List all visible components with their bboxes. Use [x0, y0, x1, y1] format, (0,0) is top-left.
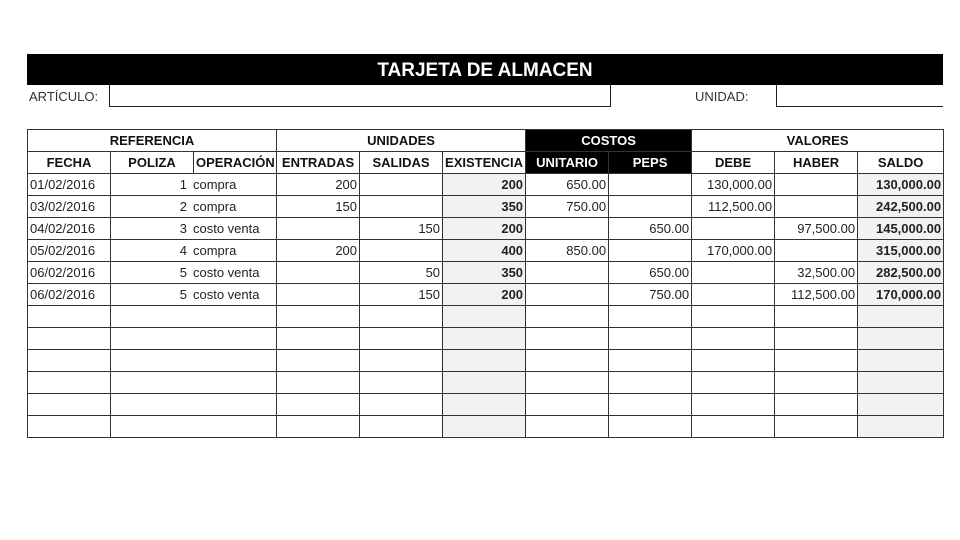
cell-salidas[interactable]: 150: [360, 218, 443, 240]
cell-debe[interactable]: [692, 306, 775, 328]
cell-saldo[interactable]: 282,500.00: [858, 262, 944, 284]
cell-existencia[interactable]: 350: [443, 196, 526, 218]
cell-existencia[interactable]: [443, 328, 526, 350]
cell-saldo[interactable]: [858, 328, 944, 350]
cell-poliza[interactable]: 5: [179, 265, 187, 280]
cell-operacion[interactable]: compra: [193, 177, 237, 192]
cell-peps[interactable]: [609, 350, 692, 372]
cell-debe[interactable]: [692, 394, 775, 416]
cell-existencia[interactable]: 200: [443, 174, 526, 196]
cell-salidas[interactable]: 150: [360, 284, 443, 306]
cell-fecha[interactable]: [28, 328, 111, 350]
cell-haber[interactable]: [775, 394, 858, 416]
table-row: [28, 174, 944, 196]
group-costos: COSTOS: [526, 130, 692, 152]
cell-salidas[interactable]: [360, 416, 443, 438]
cell-unitario[interactable]: [526, 350, 609, 372]
cell-referencia: [111, 394, 277, 416]
cell-debe[interactable]: [692, 262, 775, 284]
card-title: TARJETA DE ALMACEN: [27, 54, 943, 85]
cell-haber[interactable]: 32,500.00: [775, 262, 858, 284]
col-fecha: FECHA: [28, 152, 111, 174]
cell-salidas[interactable]: [360, 328, 443, 350]
cell-referencia: [111, 240, 277, 262]
cell-fecha[interactable]: [28, 372, 111, 394]
group-unidades: UNIDADES: [277, 130, 526, 152]
cell-entradas[interactable]: [277, 372, 360, 394]
cell-haber[interactable]: 112,500.00: [775, 284, 858, 306]
cell-fecha[interactable]: [28, 306, 111, 328]
unidad-field[interactable]: [776, 85, 943, 107]
cell-operacion[interactable]: compra: [193, 199, 237, 214]
col-operacion: OPERACIÓN: [194, 152, 277, 174]
cell-poliza[interactable]: 5: [179, 287, 187, 302]
cell-operacion[interactable]: costo venta: [193, 287, 260, 302]
table-row: [28, 284, 944, 306]
cell-operacion[interactable]: costo venta: [193, 265, 260, 280]
col-salidas: SALIDAS: [360, 152, 443, 174]
cell-existencia[interactable]: 400: [443, 240, 526, 262]
cell-saldo[interactable]: 170,000.00: [858, 284, 944, 306]
cell-referencia: [111, 372, 277, 394]
cell-salidas[interactable]: [360, 306, 443, 328]
cell-haber[interactable]: [775, 240, 858, 262]
cell-entradas[interactable]: 200: [277, 240, 360, 262]
table-row: [28, 218, 944, 240]
unidad-label: UNIDAD:: [695, 89, 749, 104]
cell-existencia[interactable]: [443, 372, 526, 394]
cell-salidas[interactable]: [360, 240, 443, 262]
col-entradas: ENTRADAS: [277, 152, 360, 174]
col-peps: PEPS: [609, 152, 692, 174]
cell-referencia: [111, 174, 277, 196]
info-row: [27, 85, 943, 107]
cell-unitario[interactable]: 750.00: [526, 196, 609, 218]
cell-fecha[interactable]: 06/02/2016: [28, 262, 111, 284]
cell-debe[interactable]: [692, 372, 775, 394]
cell-debe[interactable]: [692, 416, 775, 438]
cell-unitario[interactable]: 650.00: [526, 174, 609, 196]
cell-existencia[interactable]: 350: [443, 262, 526, 284]
cell-haber[interactable]: 97,500.00: [775, 218, 858, 240]
cell-operacion[interactable]: costo venta: [193, 221, 260, 236]
cell-existencia[interactable]: [443, 394, 526, 416]
cell-poliza[interactable]: 1: [179, 177, 187, 192]
group-valores: VALORES: [692, 130, 944, 152]
cell-peps[interactable]: 650.00: [609, 262, 692, 284]
cell-fecha[interactable]: 04/02/2016: [28, 218, 111, 240]
cell-fecha[interactable]: 06/02/2016: [28, 284, 111, 306]
cell-poliza[interactable]: 3: [179, 221, 187, 236]
cell-existencia[interactable]: 200: [443, 284, 526, 306]
cell-haber[interactable]: [775, 306, 858, 328]
cell-saldo[interactable]: 242,500.00: [858, 196, 944, 218]
cell-existencia[interactable]: [443, 350, 526, 372]
table-row: [28, 262, 944, 284]
col-haber: HABER: [775, 152, 858, 174]
cell-peps[interactable]: [609, 372, 692, 394]
cell-debe[interactable]: [692, 328, 775, 350]
cell-salidas[interactable]: [360, 372, 443, 394]
cell-referencia: [111, 262, 277, 284]
cell-debe[interactable]: [692, 350, 775, 372]
cell-salidas[interactable]: [360, 196, 443, 218]
table-row: [28, 196, 944, 218]
cell-referencia: [111, 328, 277, 350]
column-header-row: [28, 152, 944, 174]
cell-entradas[interactable]: 200: [277, 174, 360, 196]
cell-peps[interactable]: [609, 394, 692, 416]
cell-unitario[interactable]: [526, 416, 609, 438]
cell-unitario[interactable]: [526, 328, 609, 350]
cell-fecha[interactable]: 01/02/2016: [28, 174, 111, 196]
cell-saldo[interactable]: [858, 416, 944, 438]
cell-debe[interactable]: [692, 284, 775, 306]
cell-salidas[interactable]: [360, 394, 443, 416]
table-row: [28, 306, 944, 328]
table-row: [28, 240, 944, 262]
cell-fecha[interactable]: [28, 394, 111, 416]
col-saldo: SALDO: [858, 152, 944, 174]
cell-unitario[interactable]: [526, 284, 609, 306]
cell-salidas[interactable]: 50: [360, 262, 443, 284]
cell-referencia: [111, 306, 277, 328]
cell-debe[interactable]: 130,000.00: [692, 174, 775, 196]
cell-salidas[interactable]: [360, 350, 443, 372]
cell-unitario[interactable]: [526, 262, 609, 284]
cell-saldo[interactable]: 130,000.00: [858, 174, 944, 196]
cell-salidas[interactable]: [360, 174, 443, 196]
articulo-label: ARTÍCULO:: [29, 89, 99, 104]
cell-operacion[interactable]: compra: [193, 243, 237, 258]
cell-fecha[interactable]: [28, 416, 111, 438]
cell-peps[interactable]: [609, 196, 692, 218]
group-referencia: REFERENCIA: [28, 130, 277, 152]
table-body: [28, 174, 944, 438]
cell-haber[interactable]: [775, 350, 858, 372]
cell-unitario[interactable]: 850.00: [526, 240, 609, 262]
cell-debe[interactable]: [692, 218, 775, 240]
cell-poliza[interactable]: 2: [179, 199, 187, 214]
cell-peps[interactable]: [609, 306, 692, 328]
cell-fecha[interactable]: 03/02/2016: [28, 196, 111, 218]
cell-unitario[interactable]: [526, 306, 609, 328]
cell-saldo[interactable]: 145,000.00: [858, 218, 944, 240]
cell-referencia: [111, 196, 277, 218]
cell-peps[interactable]: 750.00: [609, 284, 692, 306]
col-poliza: POLIZA: [111, 152, 194, 174]
cell-entradas[interactable]: [277, 306, 360, 328]
cell-poliza[interactable]: 4: [179, 243, 187, 258]
cell-fecha[interactable]: [28, 350, 111, 372]
col-debe: DEBE: [692, 152, 775, 174]
cell-entradas[interactable]: [277, 350, 360, 372]
table-row: [28, 394, 944, 416]
cell-peps[interactable]: [609, 416, 692, 438]
cell-unitario[interactable]: [526, 372, 609, 394]
cell-referencia: [111, 284, 277, 306]
cell-haber[interactable]: [775, 372, 858, 394]
table-row: [28, 416, 944, 438]
cell-entradas[interactable]: [277, 284, 360, 306]
group-header-row: [28, 130, 944, 152]
cell-peps[interactable]: [609, 240, 692, 262]
table-row: [28, 372, 944, 394]
cell-saldo[interactable]: [858, 394, 944, 416]
cell-entradas[interactable]: [277, 328, 360, 350]
cell-existencia[interactable]: [443, 416, 526, 438]
cell-existencia[interactable]: 200: [443, 218, 526, 240]
cell-haber[interactable]: [775, 174, 858, 196]
cell-referencia: [111, 416, 277, 438]
cell-referencia: [111, 218, 277, 240]
articulo-field[interactable]: [109, 85, 611, 107]
cell-peps[interactable]: [609, 174, 692, 196]
cell-entradas[interactable]: [277, 394, 360, 416]
col-unitario: UNITARIO: [526, 152, 609, 174]
cell-saldo[interactable]: [858, 306, 944, 328]
inventory-table: [27, 129, 944, 438]
cell-peps[interactable]: [609, 328, 692, 350]
cell-haber[interactable]: [775, 196, 858, 218]
table-row: [28, 328, 944, 350]
cell-existencia[interactable]: [443, 306, 526, 328]
cell-unitario[interactable]: [526, 218, 609, 240]
cell-saldo[interactable]: 315,000.00: [858, 240, 944, 262]
cell-peps[interactable]: 650.00: [609, 218, 692, 240]
cell-debe[interactable]: 170,000.00: [692, 240, 775, 262]
cell-saldo[interactable]: [858, 372, 944, 394]
table-row: [28, 350, 944, 372]
cell-fecha[interactable]: 05/02/2016: [28, 240, 111, 262]
cell-entradas[interactable]: [277, 218, 360, 240]
cell-haber[interactable]: [775, 416, 858, 438]
cell-entradas[interactable]: [277, 416, 360, 438]
cell-debe[interactable]: 112,500.00: [692, 196, 775, 218]
cell-unitario[interactable]: [526, 394, 609, 416]
cell-entradas[interactable]: 150: [277, 196, 360, 218]
col-existencia: EXISTENCIA: [443, 152, 526, 174]
cell-haber[interactable]: [775, 328, 858, 350]
cell-referencia: [111, 350, 277, 372]
cell-saldo[interactable]: [858, 350, 944, 372]
cell-entradas[interactable]: [277, 262, 360, 284]
